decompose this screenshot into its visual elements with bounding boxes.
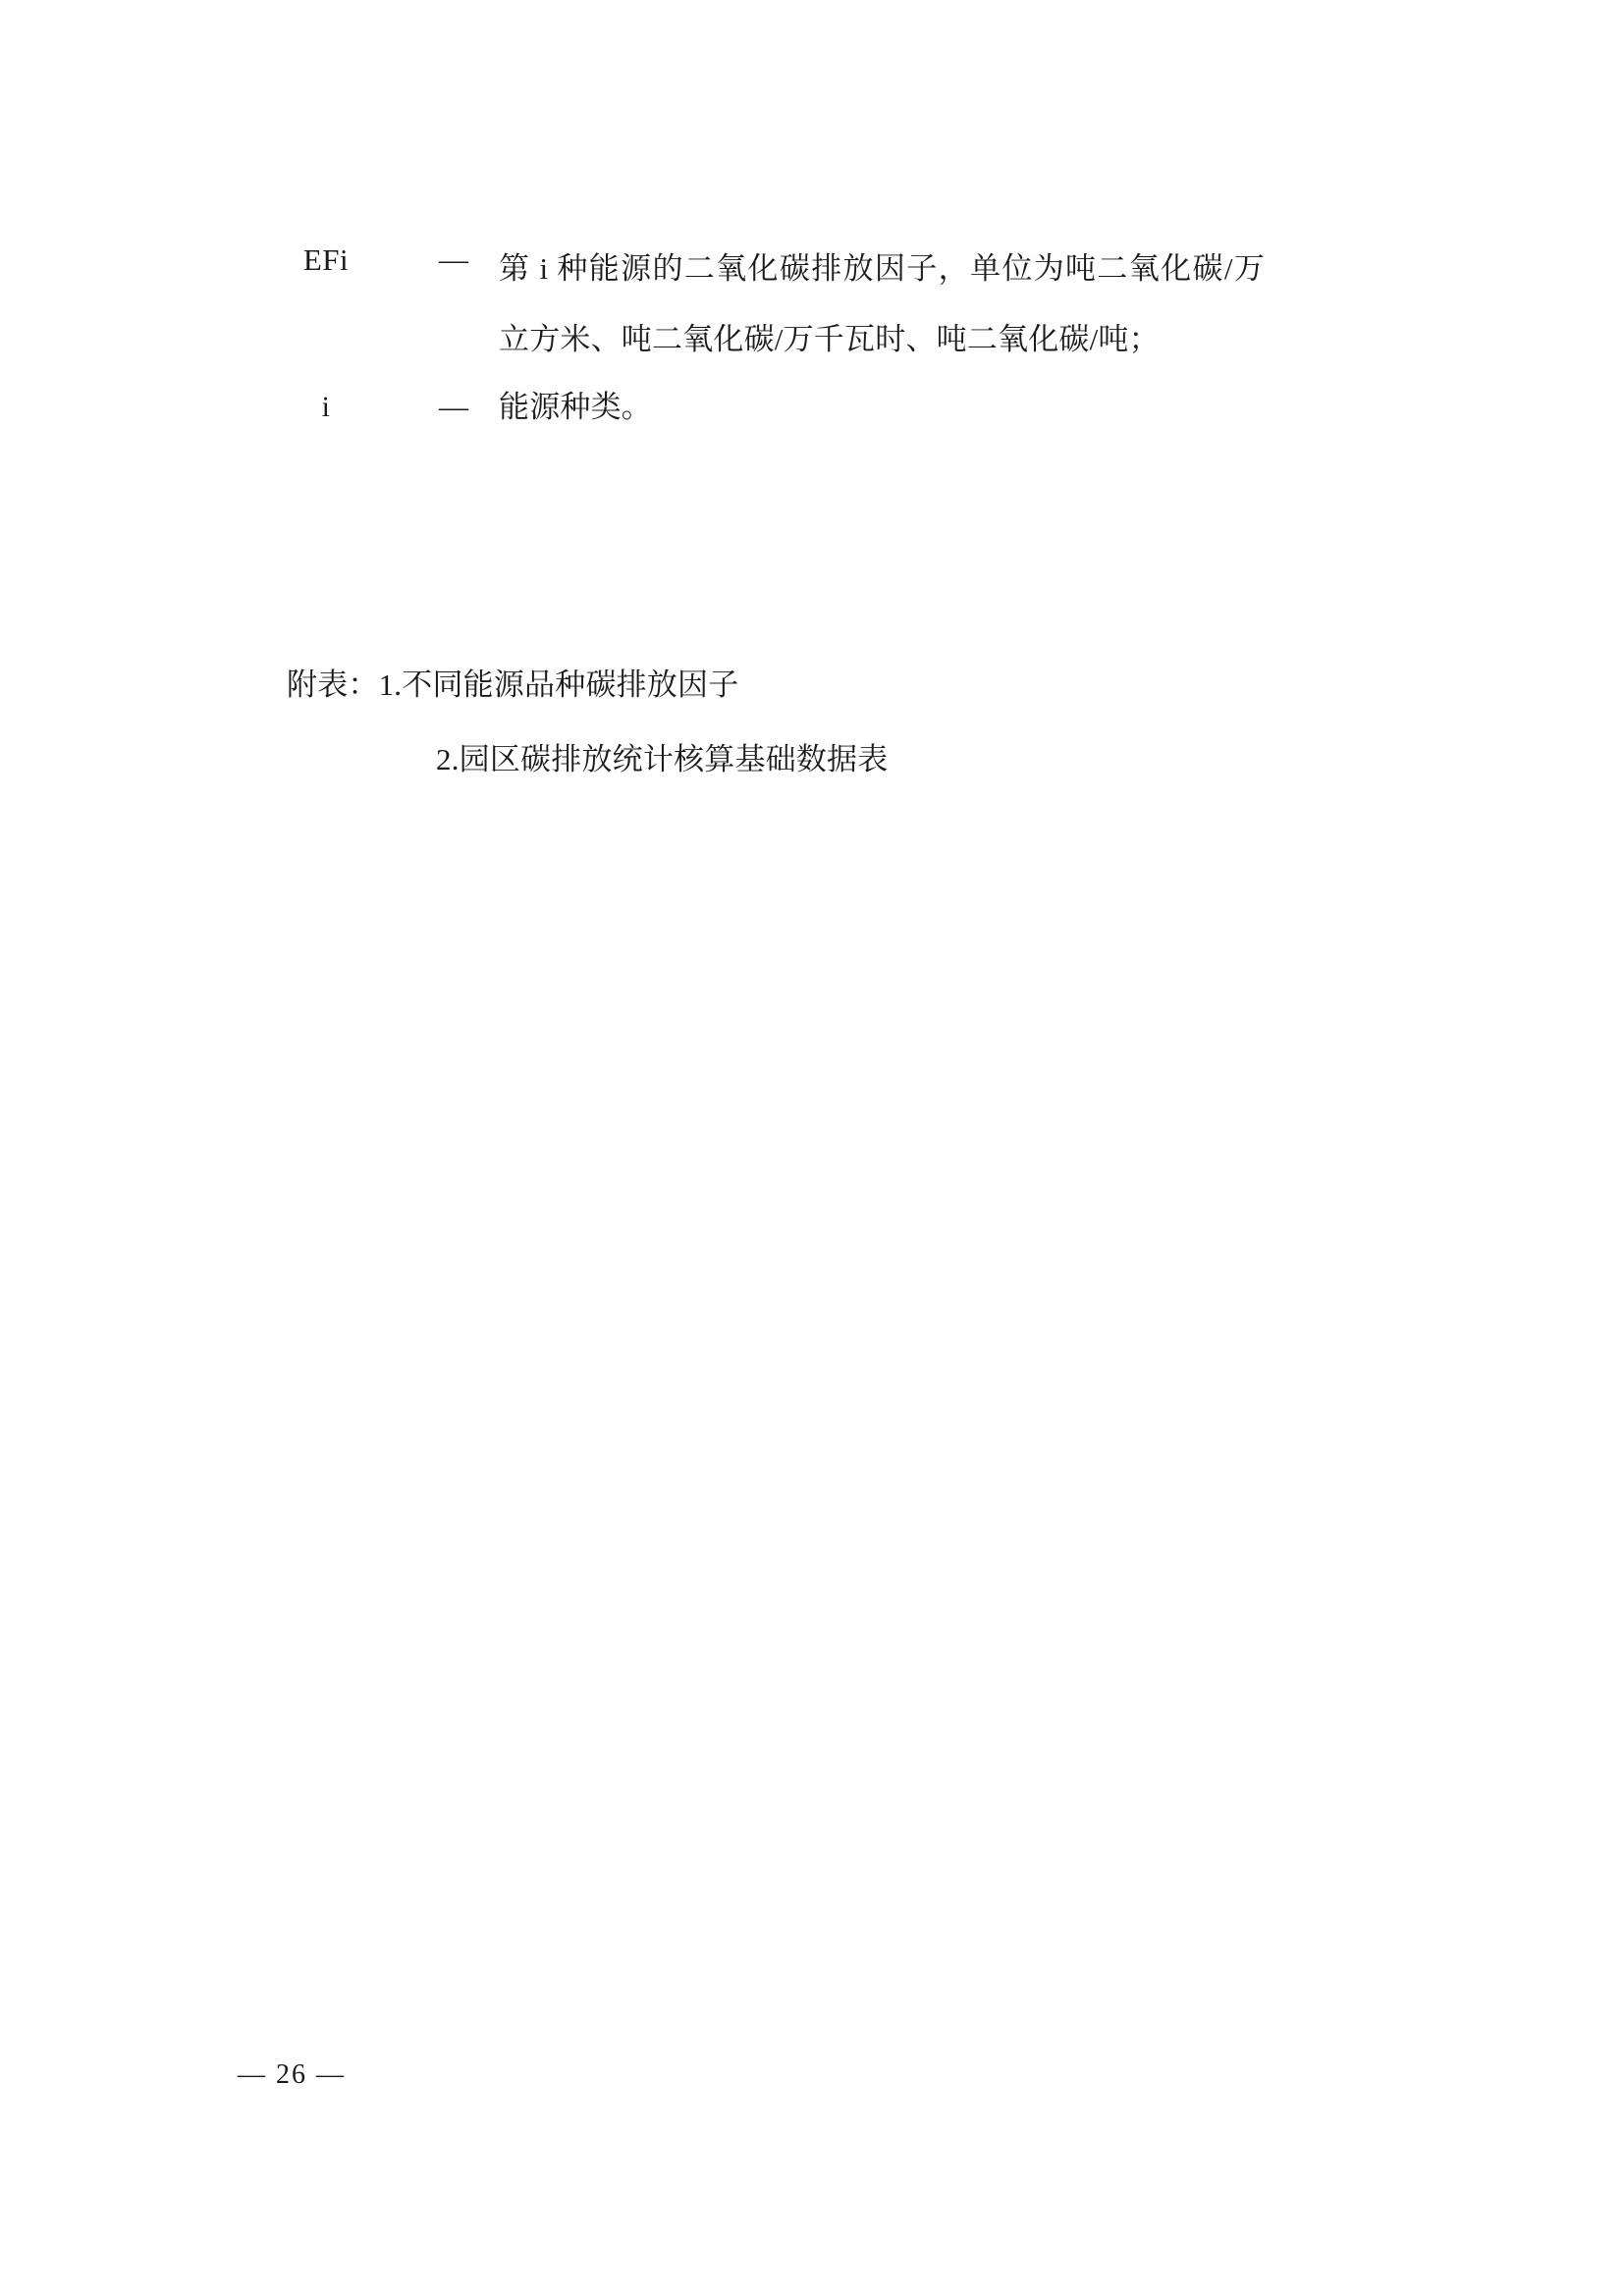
- attachment-list: [287, 648, 1367, 797]
- attachment-row: [287, 722, 1367, 797]
- definition-symbol: i: [321, 391, 331, 423]
- definition-symbol: EFi: [302, 242, 350, 277]
- definition-dash: —: [439, 391, 468, 423]
- definition-text: 第 i 种能源的二氧化碳排放因子，单位为吨二氧化碳/万立方米、吨二氧化碳/万千瓦时、吨二氧化碳/吨；: [499, 251, 1265, 356]
- definition-row: [244, 381, 1422, 434]
- attachment-item: 1.不同能源品种碳排放因子: [378, 667, 739, 702]
- definition-text: 能源种类。: [499, 390, 652, 424]
- page-number: — 26 —: [238, 2059, 346, 2090]
- definition-row: [244, 234, 1422, 375]
- definition-dash: —: [439, 243, 468, 276]
- attachment-item: 2.园区碳排放统计核算基础数据表: [436, 742, 889, 776]
- attachment-label: 附表：: [287, 667, 379, 702]
- definition-list: [244, 234, 1422, 440]
- page-footer: [0, 2059, 1624, 2091]
- attachment-row: [287, 648, 1367, 722]
